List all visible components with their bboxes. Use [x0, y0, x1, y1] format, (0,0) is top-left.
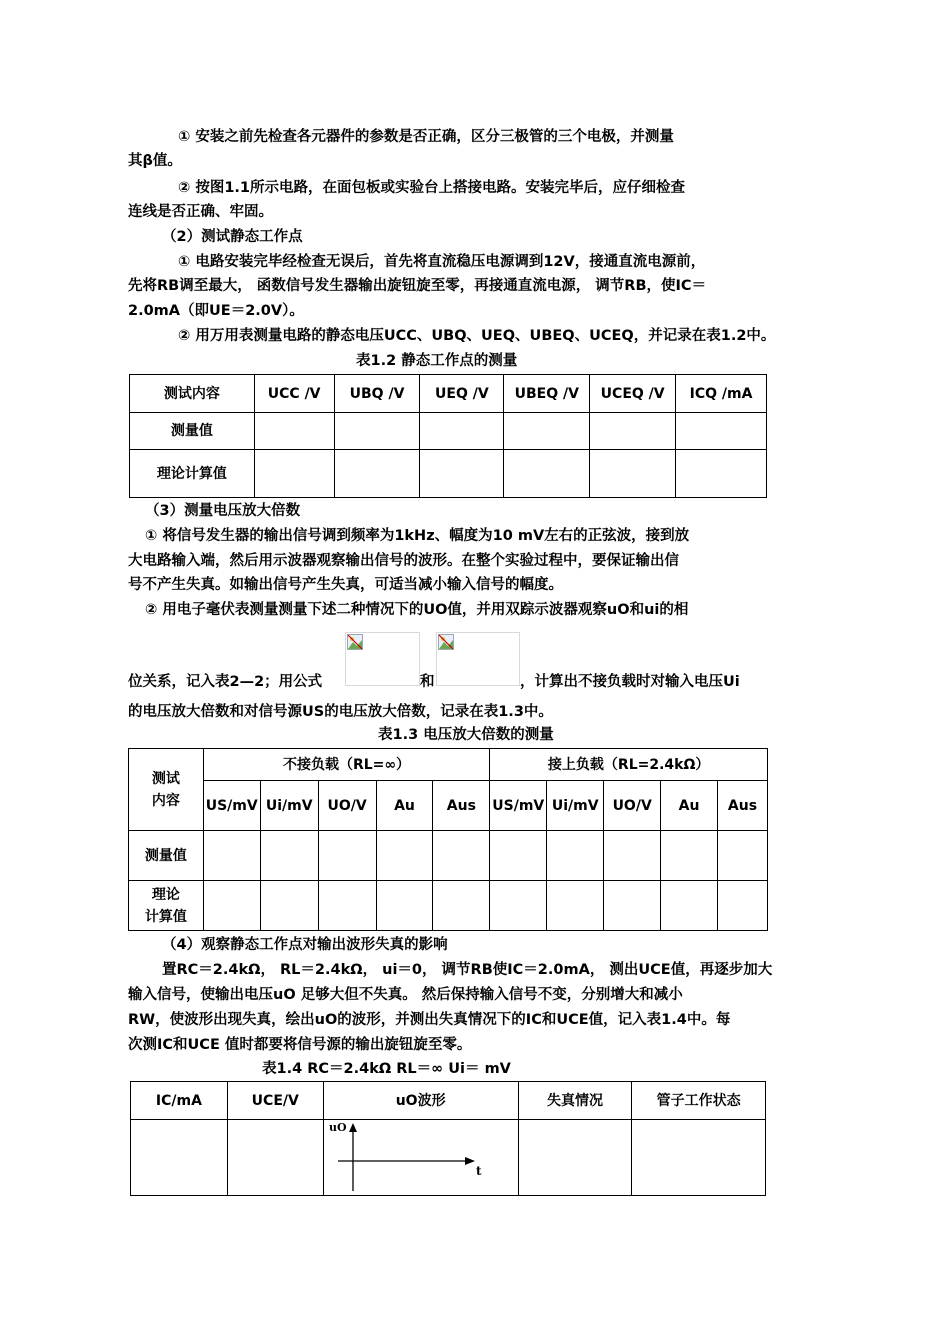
sub-header: US/mV [203, 781, 260, 831]
table-1-2-header: UEQ /V [420, 375, 504, 413]
row-label-theory [129, 881, 204, 931]
table-cell[interactable] [676, 450, 767, 498]
table-cell[interactable] [676, 413, 767, 450]
y-axis-arrow [349, 1123, 357, 1132]
table-1-4-caption: 表1.4 RC＝2.4kΩ RL＝∞ Ui＝ mV [262, 1061, 511, 1077]
table-cell[interactable] [604, 831, 661, 881]
table-1-2-header: 测试内容 [130, 375, 255, 413]
table-cell[interactable] [490, 881, 547, 931]
y-axis-label: uO [328, 1120, 347, 1134]
table-1-3-caption: 表1.3 电压放大倍数的测量 [378, 727, 554, 743]
theory-line-1: 理论 [151, 886, 180, 903]
para-6-line-2b: 和 [420, 674, 435, 690]
table-cell[interactable] [260, 831, 318, 881]
table-cell[interactable] [131, 1120, 228, 1196]
table-cell[interactable] [590, 450, 676, 498]
table-cell[interactable] [504, 413, 590, 450]
table-cell[interactable] [604, 881, 661, 931]
section-heading-3: （3）测量电压放大倍数 [145, 503, 301, 519]
formula-image-1 [345, 632, 420, 686]
table-cell[interactable] [334, 450, 420, 498]
para-2-line-1: ② 按图1.1所示电路，在面包板或实验台上搭接电路。安装完毕后，应仔细检查 [178, 180, 686, 196]
table-cell[interactable] [227, 1120, 323, 1196]
table-1-4 [130, 1081, 766, 1196]
waveform-cell[interactable] [323, 1120, 518, 1196]
corner-line-1: 测试 [151, 770, 180, 787]
table-cell[interactable] [661, 881, 718, 931]
sub-header: Au [661, 781, 718, 831]
waveform-axes [324, 1121, 517, 1195]
formula-image-2 [436, 632, 520, 686]
table-cell[interactable] [334, 413, 420, 450]
table-1-3-corner [129, 749, 204, 831]
table-cell[interactable] [504, 450, 590, 498]
para-7-line-3: RW，使波形出现失真，绘出uO的波形，并测出失真情况下的IC和UCE值，记入表1.4中。每 [128, 1012, 731, 1028]
table-cell[interactable] [254, 413, 334, 450]
row-label-measured: 测量值 [129, 831, 204, 881]
sub-header: UO/V [318, 781, 376, 831]
para-7-line-2: 输入信号，使输出电压uO 足够大但不失真。 然后保持输入信号不变，分别增大和减小 [128, 987, 683, 1003]
para-3-line-1: ① 电路安装完毕经检查无误后，首先将直流稳压电源调到12V，接通直流电源前， [178, 254, 706, 270]
table-cell[interactable] [203, 831, 260, 881]
para-2-line-2: 连线是否正确、牢固。 [128, 204, 273, 220]
para-1-line-2: 其β值。 [128, 153, 182, 169]
para-5-line-3: 号不产生失真。如输出信号产生失真，可适当减小输入信号的幅度。 [128, 577, 563, 593]
sub-header: Aus [717, 781, 767, 831]
table-cell[interactable] [490, 831, 547, 881]
para-6-line-2a: 位关系，记入表2—2；用公式 [128, 674, 323, 690]
sub-header: US/mV [490, 781, 547, 831]
table-cell[interactable] [590, 413, 676, 450]
table-1-4-header: uO波形 [323, 1082, 518, 1120]
table-cell[interactable] [254, 450, 334, 498]
table-1-4-header: IC/mA [131, 1082, 228, 1120]
table-cell[interactable] [376, 831, 433, 881]
para-7-line-4: 次测IC和UCE 值时都要将信号源的输出旋钮旋至零。 [128, 1037, 472, 1053]
corner-line-2: 内容 [151, 792, 180, 809]
table-cell[interactable] [260, 881, 318, 931]
table-cell[interactable] [318, 881, 376, 931]
table-1-2-header: UBEQ /V [504, 375, 590, 413]
table-cell[interactable] [203, 881, 260, 931]
para-3-line-3: 2.0mA（即UE＝2.0V）。 [128, 303, 304, 319]
para-5-line-2: 大电路输入端，然后用示波器观察输出信号的波形。在整个实验过程中，要保证输出信 [128, 553, 679, 569]
table-1-2-caption: 表1.2 静态工作点的测量 [356, 353, 518, 369]
para-3-line-2: 先将RB调至最大， 函数信号发生器输出旋钮旋至零，再接通直流电源， 调节RB，使IC＝ [128, 278, 707, 294]
x-axis-arrow [465, 1157, 475, 1165]
section-heading-4: （4）观察静态工作点对输出波形失真的影响 [162, 937, 448, 953]
table-cell[interactable] [547, 831, 604, 881]
table-cell[interactable] [433, 881, 490, 931]
table-1-2-header: UBQ /V [334, 375, 420, 413]
table-cell[interactable] [518, 1120, 632, 1196]
group-with-load: 接上负载（RL=2.4kΩ） [490, 749, 768, 781]
sub-header: Aus [433, 781, 490, 831]
table-cell[interactable] [717, 831, 767, 881]
group-no-load: 不接负载（RL=∞） [203, 749, 490, 781]
para-6-line-1: ② 用电子毫伏表测量测量下述二种情况下的UO值，并用双踪示波器观察uO和ui的相 [145, 602, 689, 618]
table-1-2-header: UCEQ /V [590, 375, 676, 413]
sub-header: Au [376, 781, 433, 831]
table-1-4-header: UCE/V [227, 1082, 323, 1120]
table-1-2-header: UCC /V [254, 375, 334, 413]
theory-line-2: 计算值 [144, 908, 187, 925]
table-1-4-header: 管子工作状态 [632, 1082, 766, 1120]
table-1-2 [129, 374, 767, 498]
table-1-4-header: 失真情况 [518, 1082, 632, 1120]
table-1-3 [128, 748, 768, 931]
table-cell[interactable] [318, 831, 376, 881]
para-4: ② 用万用表测量电路的静态电压UCC、UBQ、UEQ、UBEQ、UCEQ，并记录在表1.2中。 [178, 328, 776, 344]
broken-image-icon [438, 634, 454, 650]
table-cell[interactable] [632, 1120, 766, 1196]
sub-header: Ui/mV [260, 781, 318, 831]
para-1-line-1: ① 安装之前先检查各元器件的参数是否正确，区分三极管的三个电极，并测量 [178, 129, 674, 145]
x-axis-label: t [475, 1163, 482, 1178]
table-cell[interactable] [433, 831, 490, 881]
broken-image-icon [347, 634, 363, 650]
table-cell[interactable] [420, 413, 504, 450]
table-cell[interactable] [547, 881, 604, 931]
para-7-line-1: 置RC＝2.4kΩ， RL＝2.4kΩ， ui＝0， 调节RB使IC＝2.0mA， 测出UCE值，再逐步加大 [162, 962, 773, 978]
table-cell[interactable] [420, 450, 504, 498]
table-cell[interactable] [661, 831, 718, 881]
sub-header: UO/V [604, 781, 661, 831]
table-1-2-row-label: 测量值 [130, 413, 255, 450]
table-cell[interactable] [376, 881, 433, 931]
section-heading-2: （2）测试静态工作点 [162, 229, 303, 245]
table-1-2-header: ICQ /mA [676, 375, 767, 413]
para-6-line-2c: ，计算出不接负载时对输入电压Ui [520, 674, 740, 690]
para-6-line-3: 的电压放大倍数和对信号源US的电压放大倍数，记录在表1.3中。 [128, 704, 553, 720]
para-5-line-1: ① 将信号发生器的输出信号调到频率为1kHz、幅度为10 mV左右的正弦波，接到放 [145, 528, 690, 544]
table-cell[interactable] [717, 881, 767, 931]
table-1-2-row-label: 理论计算值 [130, 450, 255, 498]
sub-header: Ui/mV [547, 781, 604, 831]
